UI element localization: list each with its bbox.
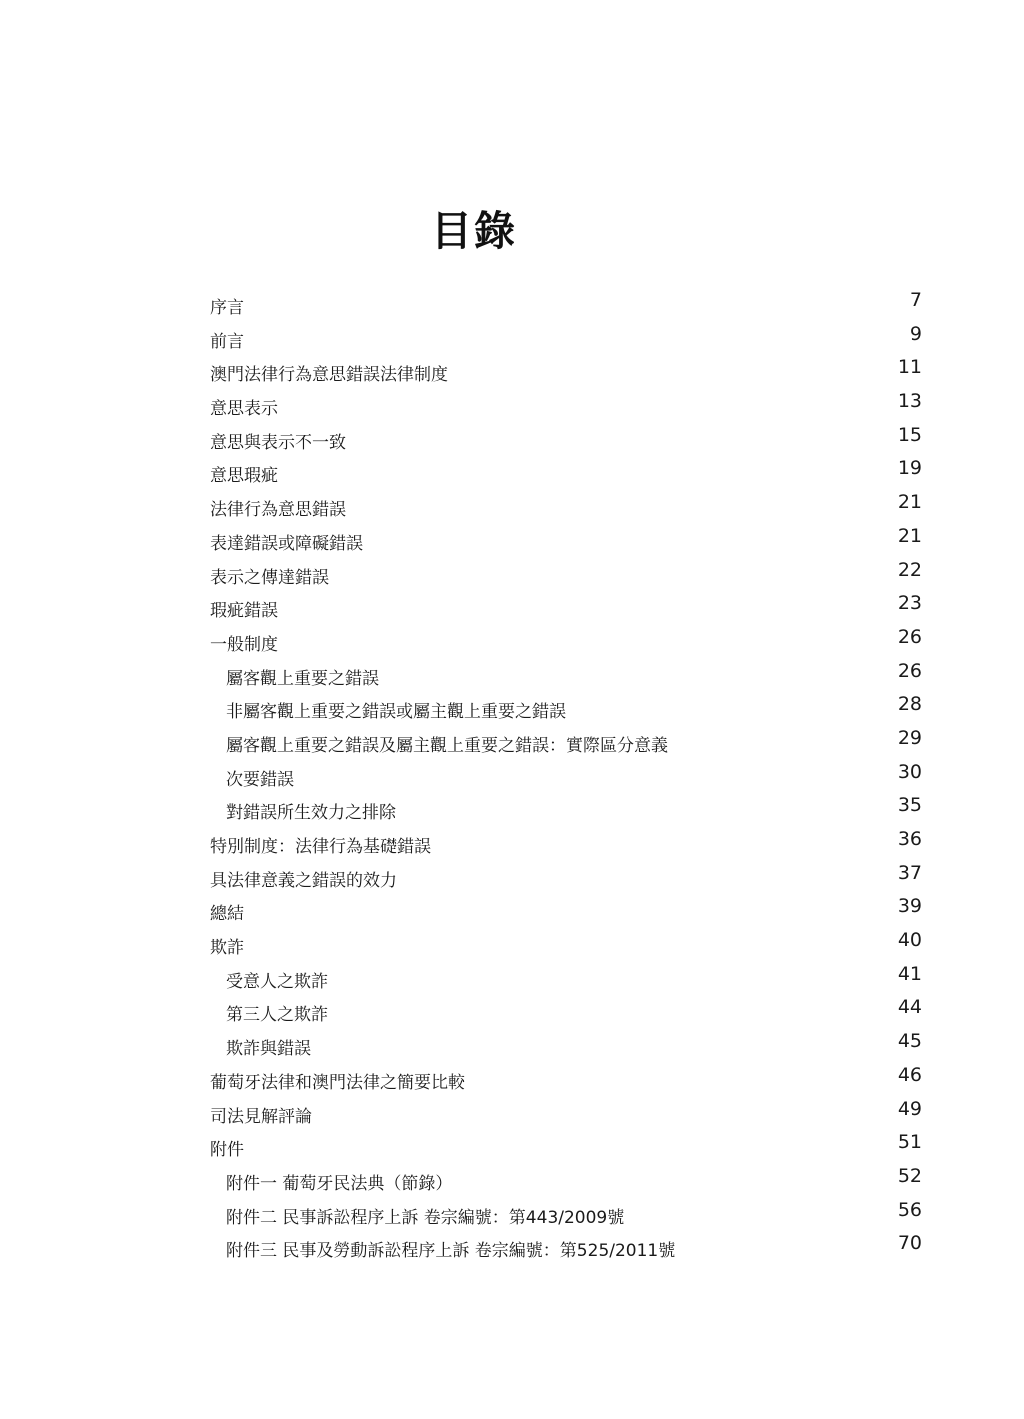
toc-entry-label: 瑕疵錯誤	[210, 601, 278, 622]
toc-entry-page-number: 37	[897, 861, 922, 884]
page-title: 目錄	[431, 207, 517, 256]
toc-entry-label: 屬客觀上重要之錯誤及屬主觀上重要之錯誤：實際區分意義	[226, 735, 668, 756]
toc-entry-page-number: 9	[909, 322, 922, 345]
toc-entry-page-number: 22	[897, 558, 922, 581]
toc-entry	[210, 827, 926, 861]
toc-entry	[210, 389, 926, 423]
toc-entry-label: 特別制度：法律行為基礎錯誤	[210, 837, 431, 857]
toc-entry-page-number: 44	[897, 996, 922, 1019]
toc-entry	[210, 456, 926, 490]
toc-entry	[210, 1231, 926, 1265]
table-of-contents	[210, 288, 926, 1265]
toc-entry-page-number: 41	[897, 962, 922, 985]
toc-entry	[210, 726, 926, 760]
toc-entry-label: 表示之傳達錯誤	[210, 567, 329, 588]
toc-entry-page-number: 45	[897, 1030, 922, 1053]
toc-entry-label: 總結	[210, 904, 244, 925]
toc-entry	[210, 322, 926, 356]
toc-entry-page-number: 26	[897, 625, 922, 648]
toc-entry-label: 欺詐	[210, 938, 244, 959]
toc-entry-page-number: 23	[897, 592, 922, 615]
toc-entry-page-number: 13	[897, 390, 922, 413]
toc-entry	[210, 1130, 926, 1164]
toc-entry	[210, 1029, 926, 1063]
toc-entry-label: 前言	[210, 331, 244, 352]
toc-entry-page-number: 49	[897, 1097, 922, 1120]
toc-entry-label: 附件一 葡萄牙民法典（節錄）	[226, 1173, 453, 1194]
toc-entry	[210, 861, 926, 895]
toc-entry-label: 表達錯誤或障礙錯誤	[210, 533, 363, 554]
toc-entry-label: 受意人之欺詐	[226, 971, 328, 992]
toc-entry	[210, 558, 926, 592]
toc-entry-label: 澳門法律行為意思錯誤法律制度	[210, 365, 448, 386]
toc-entry-label: 屬客觀上重要之錯誤	[226, 668, 379, 689]
toc-entry-page-number: 46	[897, 1063, 922, 1086]
toc-entry	[210, 962, 926, 996]
toc-entry	[210, 591, 926, 625]
toc-entry-label: 對錯誤所生效力之排除	[226, 803, 396, 824]
toc-entry-label: 法律行為意思錯誤	[210, 500, 346, 521]
toc-entry	[210, 288, 926, 322]
toc-entry	[210, 1198, 926, 1232]
toc-entry-label: 附件	[210, 1140, 244, 1161]
toc-entry-page-number: 40	[897, 929, 922, 952]
toc-entry-page-number: 30	[897, 760, 922, 783]
toc-entry-page-number: 7	[909, 289, 922, 311]
toc-entry-page-number: 35	[897, 794, 922, 817]
toc-entry-page-number: 11	[897, 356, 922, 379]
toc-entry-label: 附件二 民事訴訟程序上訴 卷宗編號：第443/2009號	[226, 1207, 625, 1228]
toc-entry	[210, 1097, 926, 1131]
toc-entry-page-number: 29	[897, 726, 922, 749]
toc-entry	[210, 490, 926, 524]
toc-entry	[210, 760, 926, 794]
toc-entry-page-number: 28	[897, 693, 922, 716]
toc-entry-page-number: 21	[897, 524, 922, 547]
toc-entry-page-number: 36	[897, 828, 922, 850]
toc-entry-label: 非屬客觀上重要之錯誤或屬主觀上重要之錯誤	[226, 702, 566, 723]
toc-entry-page-number: 70	[897, 1232, 922, 1255]
toc-entry-page-number: 26	[897, 659, 922, 682]
toc-entry-label: 意思與表示不一致	[210, 432, 346, 453]
toc-entry	[210, 625, 926, 659]
toc-entry	[210, 423, 926, 457]
toc-entry-page-number: 39	[897, 895, 922, 918]
toc-entry-label: 意思表示	[210, 399, 278, 420]
toc-entry-page-number: 15	[897, 423, 922, 446]
toc-entry-page-number: 56	[897, 1198, 922, 1221]
toc-entry	[210, 894, 926, 928]
toc-entry-label: 意思瑕疵	[210, 466, 278, 487]
toc-entry-page-number: 21	[897, 491, 922, 514]
toc-entry-label: 序言	[210, 298, 244, 318]
toc-entry-label: 葡萄牙法律和澳門法律之簡要比較	[210, 1072, 465, 1093]
toc-entry-label: 附件三 民事及勞動訴訟程序上訴 卷宗編號：第525/2011號	[226, 1241, 676, 1262]
toc-entry	[210, 928, 926, 962]
toc-entry	[210, 1063, 926, 1097]
toc-entry-label: 第三人之欺詐	[226, 1005, 328, 1026]
toc-entry	[210, 692, 926, 726]
toc-entry-page-number: 52	[897, 1164, 922, 1187]
toc-entry-label: 司法見解評論	[210, 1106, 312, 1127]
toc-entry-page-number: 19	[897, 457, 922, 480]
toc-entry	[210, 1164, 926, 1198]
toc-entry	[210, 524, 926, 558]
toc-entry-label: 次要錯誤	[226, 769, 294, 790]
toc-entry	[210, 659, 926, 693]
toc-entry-label: 欺詐與錯誤	[226, 1039, 311, 1060]
toc-entry	[210, 995, 926, 1029]
toc-entry-label: 具法律意義之錯誤的效力	[210, 870, 397, 891]
toc-entry	[210, 793, 926, 827]
toc-entry-label: 一般制度	[210, 634, 278, 655]
toc-entry	[210, 355, 926, 389]
toc-entry-page-number: 51	[897, 1131, 922, 1154]
